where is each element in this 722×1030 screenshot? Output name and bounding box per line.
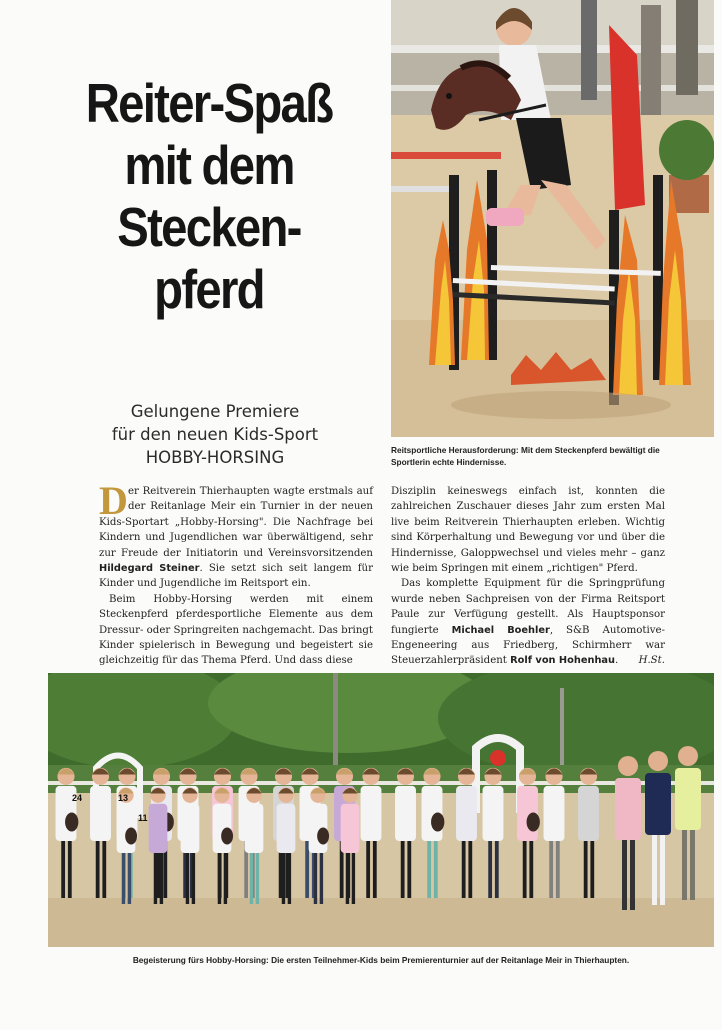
figure-leg — [660, 833, 665, 905]
figure-leg — [468, 839, 472, 898]
figure-body — [245, 804, 264, 853]
figure-leg — [61, 839, 65, 898]
subhead-line: für den neuen Kids-Sport — [111, 425, 319, 444]
figure-leg — [366, 839, 370, 898]
paragraph: Das komplette Equipment für die Springprüfung wurde neben Sachpreisen von der Firma Reitsport Paule zur Verfügung gestellt. Als Hauptsponsor fungierte Michael Boehler, S&B Automotive-Engeneering aus Friedberg, Schirmherr war Steuerzahlerpräsident Rolf von Hohenhau. H.St. — [391, 576, 665, 668]
figure-leg — [434, 839, 438, 898]
hobby-horse-head — [125, 828, 137, 845]
paragraph: Der Reitverein Thierhaupten wagte erstmals auf der Reitanlage Meir ein Turnier in der neuen Kids-Sportart „Hobby-Horsing". Die Nachfrage bei Kindern und Jugendlichen war überwältigend, sehr zur Freude der Initiatorin und Vereinsvorsitzenden Hildegard Steiner. Sie setzt sich seit langem für Kinder und Jugendliche im Reitsport ein. — [99, 478, 373, 590]
caption-line: Reitsportliche Herausforderung: Mit dem Steckenpferd bewältigt die — [391, 445, 660, 455]
figure-body — [578, 786, 599, 841]
figure-leg — [282, 851, 285, 904]
figure-leg — [320, 851, 323, 904]
paragraph: Disziplin keineswegs einfach ist, konnten die zahlreichen Zuschauer dieses Jahr zum ersten Mal live beim Reitverein Thierhaupten erleben. Wichtig sind Körperhaltung und Bewegung vor und über die Hindernisse, Galoppwechsel und vieles mehr – ganz wie beim Springen mit einem „richtigen" Pferd. — [391, 486, 665, 575]
figure-body — [149, 804, 168, 853]
figure-leg — [352, 851, 355, 904]
figure-body — [90, 786, 111, 841]
figure-leg — [427, 839, 431, 898]
figure-head — [618, 756, 638, 776]
figure-leg — [288, 851, 291, 904]
figure-body — [645, 773, 671, 835]
figure-leg — [401, 839, 405, 898]
figure-leg — [186, 851, 189, 904]
figure-leg — [122, 851, 125, 904]
subhead-line: HOBBY-HORSING — [145, 448, 285, 467]
figure-leg — [584, 839, 588, 898]
hobby-horse-head — [65, 813, 78, 832]
person-name: Michael Boehler — [451, 624, 550, 636]
hobby-horse-head — [527, 813, 540, 832]
figure-leg — [682, 828, 687, 900]
headline-line: pferd — [154, 258, 264, 320]
figure-body — [615, 778, 641, 840]
photo-group-kids — [48, 673, 714, 947]
hobby-horse-head — [221, 828, 233, 845]
figure-leg — [314, 851, 317, 904]
figure-leg — [68, 839, 72, 898]
headline-line: mit dem — [124, 134, 294, 196]
figure-leg — [128, 851, 131, 904]
figure-body — [544, 786, 565, 841]
figure-leg — [523, 839, 527, 898]
figure-leg — [690, 828, 695, 900]
headline-line: Stecken- — [117, 196, 301, 258]
figure-leg — [96, 839, 100, 898]
figure-leg — [160, 851, 163, 904]
hobby-horse-head — [317, 828, 329, 845]
figure-leg — [407, 839, 411, 898]
bib-number: 24 — [72, 793, 83, 803]
figure-head — [678, 746, 698, 766]
figure-body — [341, 804, 360, 853]
subhead-line: Gelungene Premiere — [130, 402, 300, 421]
figure-leg — [224, 851, 227, 904]
figure-leg — [495, 839, 499, 898]
photo-hobby-horse-jump — [391, 0, 714, 437]
figure-body — [181, 804, 200, 853]
photo-top-caption — [391, 444, 714, 468]
hobby-horse-head — [431, 813, 444, 832]
figure-leg — [373, 839, 377, 898]
figure-leg — [154, 851, 157, 904]
article-column-right — [391, 484, 665, 669]
figure-leg — [549, 839, 553, 898]
figure-body — [361, 786, 382, 841]
figure-body — [675, 768, 701, 830]
article-column-left — [99, 478, 373, 669]
figure-leg — [462, 839, 466, 898]
drop-cap: D — [99, 478, 128, 523]
figure-body — [277, 804, 296, 853]
bib-number: 13 — [118, 793, 129, 803]
figure-leg — [218, 851, 221, 904]
article-headline — [67, 72, 351, 320]
figure-leg — [250, 851, 253, 904]
figure-leg — [630, 838, 635, 910]
figure-leg — [652, 833, 657, 905]
figure-leg — [192, 851, 195, 904]
author-signature: H.St. — [638, 655, 665, 667]
photo-bottom-caption: Begeisterung fürs Hobby-Horsing: Die ersten Teilnehmer-Kids beim Premierenturnier auf der Reitanlage Meir in Thierhaupten. — [132, 955, 630, 965]
headline-line: Reiter-Spaß — [85, 72, 333, 134]
figure-leg — [590, 839, 594, 898]
figure-head — [648, 751, 668, 771]
figure-leg — [346, 851, 349, 904]
figure-leg — [305, 839, 309, 898]
figure-leg — [556, 839, 560, 898]
figure-body — [483, 786, 504, 841]
figure-leg — [622, 838, 627, 910]
figure-leg — [488, 839, 492, 898]
figure-leg — [102, 839, 106, 898]
person-name: Rolf von Hohenhau — [510, 655, 616, 667]
bib-number: 11 — [138, 813, 148, 823]
figure-leg — [256, 851, 259, 904]
paragraph: Beim Hobby-Horsing werden mit einem Steckenpferd pferdesportliche Elemente aus dem Dressur- oder Springreiten nachgemacht. Das bringt Kinder spielerisch in Bewegung und begeistert sie gleichzeitig für das Thema Pferd. Und dass diese — [99, 593, 373, 667]
article-subheadline — [60, 400, 370, 469]
person-name: Hildegard Steiner — [99, 563, 200, 575]
figure-body — [456, 786, 477, 841]
figure-body — [395, 786, 416, 841]
figure-leg — [529, 839, 533, 898]
caption-line: Sportlerin echte Hindernisse. — [391, 457, 507, 467]
